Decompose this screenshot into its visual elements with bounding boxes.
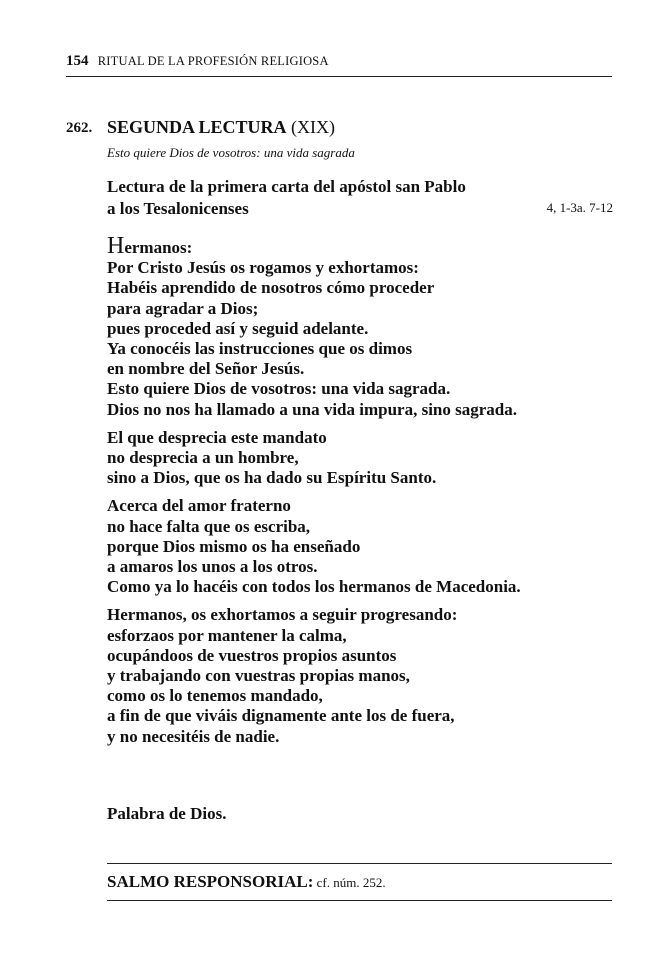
section-subtitle: Esto quiere Dios de vosotros: una vida sagrada [107,145,355,160]
reading-line: sino a Dios, que os ha dado su Espíritu Santo. [107,468,437,488]
reading-line: como os lo tenemos mandado, [107,686,323,706]
reading-line: Dios no nos ha llamado a una vida impura, sino sagrada. [107,399,517,419]
reading-first-word: ermanos: [124,238,193,257]
running-title: RITUAL DE LA PROFESIÓN RELIGIOSA [97,54,329,68]
reading-line: no desprecia a un hombre, [107,448,299,468]
reading-line: Ya conocéis las instrucciones que os dimos [107,339,413,359]
closing-acclamation: Palabra de Dios. [107,804,227,823]
reading-paragraph [107,496,521,597]
reading-line: Acerca del amor fraterno [107,496,291,516]
intro-line: a los Tesalonicenses [107,199,249,218]
reading-line: El que desprecia este mandato [107,427,327,447]
reading-paragraph [107,605,521,746]
reading-line: Hermanos, os exhortamos a seguir progresando: [107,605,458,625]
psalm-label: SALMO RESPONSORIAL: [107,872,314,891]
reading-line: esforzaos por mantener la calma, [107,625,347,645]
section-title-suffix: (XIX) [286,117,336,137]
section-title-main: SEGUNDA LECTURA [107,117,287,137]
reading-line: no hace falta que os escriba, [107,516,311,536]
intro-line: Lectura de la primera carta del apóstol san Pablo [107,177,466,196]
page-number: 154 [66,53,89,69]
reading-line: Por Cristo Jesús os rogamos y exhortamos: [107,258,419,278]
reading-line: pues proceded así y seguid adelante. [107,318,369,338]
divider-bottom [107,900,612,901]
reading-text [107,233,521,755]
reading-line: Esto quiere Dios de vosotros: una vida sagrada. [107,379,451,399]
reading-line [107,233,521,259]
reading-paragraph [107,233,521,420]
psalm-reference: cf. núm. 252. [313,875,386,890]
reading-paragraph [107,428,521,489]
reading-line: para agradar a Dios; [107,298,259,318]
section-title [107,117,335,138]
reading-line: y trabajando con vuestras propias manos, [107,666,410,686]
reading-line: a amaros los unos a los otros. [107,557,318,577]
scripture-reference: 4, 1-3a. 7-12 [546,200,613,215]
reading-line: en nombre del Señor Jesús. [107,359,305,379]
reading-intro [107,176,466,220]
reading-line: Habéis aprendido de nosotros cómo proceder [107,278,435,298]
reading-line: porque Dios mismo os ha enseñado [107,536,361,556]
reading-line: ocupándoos de vuestros propios asuntos [107,645,397,665]
drop-cap: H [107,233,125,259]
reading-line: y no necesitéis de nadie. [107,726,280,746]
psalm-heading [107,872,386,892]
running-header [66,52,612,77]
section-number: 262. [66,120,93,136]
reading-line: Como ya lo hacéis con todos los hermanos de Macedonia. [107,577,521,597]
divider-top [107,863,612,864]
reading-line: a fin de que viváis dignamente ante los de fuera, [107,706,455,726]
